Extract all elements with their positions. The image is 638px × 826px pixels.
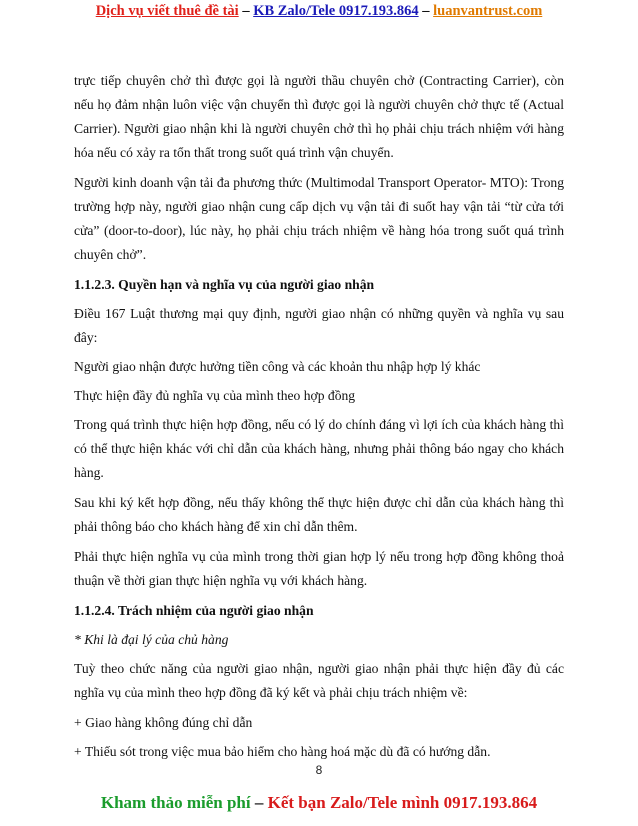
- paragraph: Tuỳ theo chức năng của người giao nhận, người giao nhận phải thực hiện đầy đủ các nghĩa vụ của mình theo hợp đồng đã ký kết và phải chịu trách nhiệm về:: [74, 661, 564, 700]
- document-body: [74, 69, 564, 769]
- paragraph: Điều 167 Luật thương mại quy định, người giao nhận có những quyền và nghĩa vụ sau đây:: [74, 306, 564, 345]
- top-banner: [0, 3, 638, 20]
- paragraph: Sau khi ký kết hợp đồng, nếu thấy không thể thực hiện được chỉ dẫn của khách hàng thì phải thông báo cho khách hàng để xin chỉ dẫn thêm.: [74, 495, 564, 534]
- paragraph: Trong quá trình thực hiện hợp đồng, nếu có lý do chính đáng vì lợi ích của khách hàng thì có thể thực hiện khác với chỉ dẫn của khách hàng, nhưng phải thông báo ngay cho khách hàng.: [74, 417, 564, 480]
- italic-subheading: * Khi là đại lý của chủ hàng: [74, 632, 229, 647]
- banner-separator: –: [418, 3, 434, 19]
- paragraph: Người kinh doanh vận tải đa phương thức (Multimodal Transport Operator- MTO): Trong trường hợp này, người giao nhận cung cấp dịch vụ vận tải đi suốt hay vận tải “từ cửa tới cửa” (door-to-door), lúc này, họ phải chịu trách nhiệm về hàng hóa trong suốt quá trình chuyên chở”.: [74, 175, 564, 262]
- section-heading: 1.1.2.3. Quyền hạn và nghĩa vụ của người giao nhận: [74, 277, 375, 292]
- footer-free-reference-text: Kham thảo miễn phí: [100, 793, 251, 812]
- paragraph: Thực hiện đầy đủ nghĩa vụ của mình theo hợp đồng: [74, 388, 356, 403]
- list-item: + Thiếu sót trong việc mua bảo hiểm cho hàng hoá mặc dù đã có hướng dẫn.: [74, 744, 491, 759]
- page-number: 8: [315, 763, 323, 777]
- bottom-banner: [0, 793, 638, 813]
- footer-separator: –: [250, 793, 268, 812]
- banner-website-link[interactable]: luanvantrust.com: [433, 3, 543, 19]
- footer-contact-link[interactable]: Kết bạn Zalo/Tele mình 0917.193.864: [267, 793, 538, 812]
- list-item: + Giao hàng không đúng chỉ dẫn: [74, 715, 253, 730]
- section-heading: 1.1.2.4. Trách nhiệm của người giao nhận: [74, 603, 314, 618]
- paragraph: Người giao nhận được hưởng tiền công và các khoản thu nhập hợp lý khác: [74, 359, 481, 374]
- banner-contact-link[interactable]: KB Zalo/Tele 0917.193.864: [253, 3, 419, 19]
- paragraph: Phải thực hiện nghĩa vụ của mình trong thời gian hợp lý nếu trong hợp đồng không thoả thuận về thời gian thực hiện nghĩa vụ với khách hàng.: [74, 549, 564, 588]
- paragraph: trực tiếp chuyên chở thì được gọi là người thầu chuyên chở (Contracting Carrier), còn nếu họ đảm nhận luôn việc vận chuyển thì được gọi là người chuyên chở thực tế (Actual Carrier). Người giao nhận khi là người chuyên chở thì họ phải chịu trách nhiệm với hàng hóa nếu có xảy ra tổn thất trong suốt quá trình vận chuyển.: [74, 73, 564, 160]
- banner-service-text: Dịch vụ viết thuê đề tài: [95, 3, 239, 19]
- banner-separator: –: [238, 3, 254, 19]
